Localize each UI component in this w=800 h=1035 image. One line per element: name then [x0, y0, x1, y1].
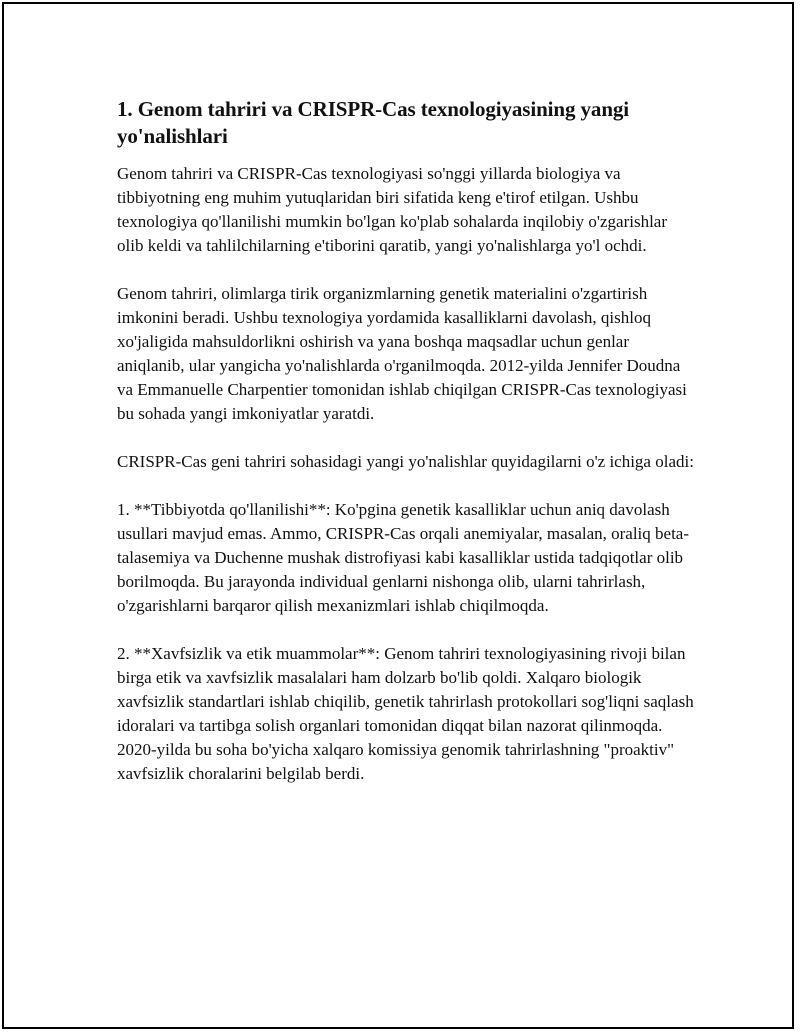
document-title: 1. Genom tahriri va CRISPR-Cas texnologiyasining yangi yo'nalishlari: [117, 97, 630, 148]
list-item-safety-ethics: 2. **Xavfsizlik va etik muammolar**: Genom tahriri texnologiyasining rivoji bilan birga etik va xavfsizlik masalalari ham dolzarb bo'lib qoldi. Xalqaro biologik xavfsizlik standartlari ishlab chiqilib, genetik tahrirlash protokollari sog'liqni saqlash idoralari va tartibga solish organlari tomonidan diqqat bilan nazorat qilinmoqda. 2020-yilda bu soha bo'yicha xalqaro komissiya genomik tahrirlashning "proaktiv" xavfsizlik choralarini belgilab berdi.: [117, 644, 694, 783]
paragraph-new-directions: CRISPR-Cas geni tahriri sohasidagi yangi yo'nalishlar quyidagilarni o'z ichiga oladi:: [117, 452, 694, 471]
paragraph-genome-editing: Genom tahriri, olimlarga tirik organizmlarning genetik materialini o'zgartirish imkonini beradi. Ushbu texnologiya yordamida kasalliklarni davolash, qishloq xo'jaligida mahsuldorlikni oshirish va yana boshqa maqsadlar uchun genlar aniqlanib, ular yangicha yo'nalishlarda o'rganilmoqda. 2012-yilda Jennifer Doudna va Emmanuelle Charpentier tomonidan ishlab chiqilgan CRISPR-Cas texnologiyasi bu sohada yangi imkoniyatlar yaratdi.: [117, 284, 687, 423]
document-body: [117, 96, 695, 810]
paragraph-intro: Genom tahriri va CRISPR-Cas texnologiyasi so'nggi yillarda biologiya va tibbiyotning eng muhim yutuqlaridan biri sifatida keng e'tirof etilgan. Ushbu texnologiya qo'llanilishi mumkin bo'lgan ko'plab sohalarda inqilobiy o'zgarishlar olib keldi va tahlilchilarning e'tiborini qaratib, yangi yo'nalishlarga yo'l ochdi.: [117, 164, 668, 255]
list-item-medicine: 1. **Tibbiyotda qo'llanilishi**: Ko'pgina genetik kasalliklar uchun aniq davolash usullari mavjud emas. Ammo, CRISPR-Cas orqali anemiyalar, masalan, oraliq beta-talasemiya va Duchenne mushak distrofiyasi kabi kasalliklar ustida tadqiqotlar olib borilmoqda. Bu jarayonda individual genlarni nishonga olib, ularni tahrirlash, o'zgarishlarni barqaror qilish mexanizmlari ishlab chiqilmoqda.: [117, 500, 690, 615]
